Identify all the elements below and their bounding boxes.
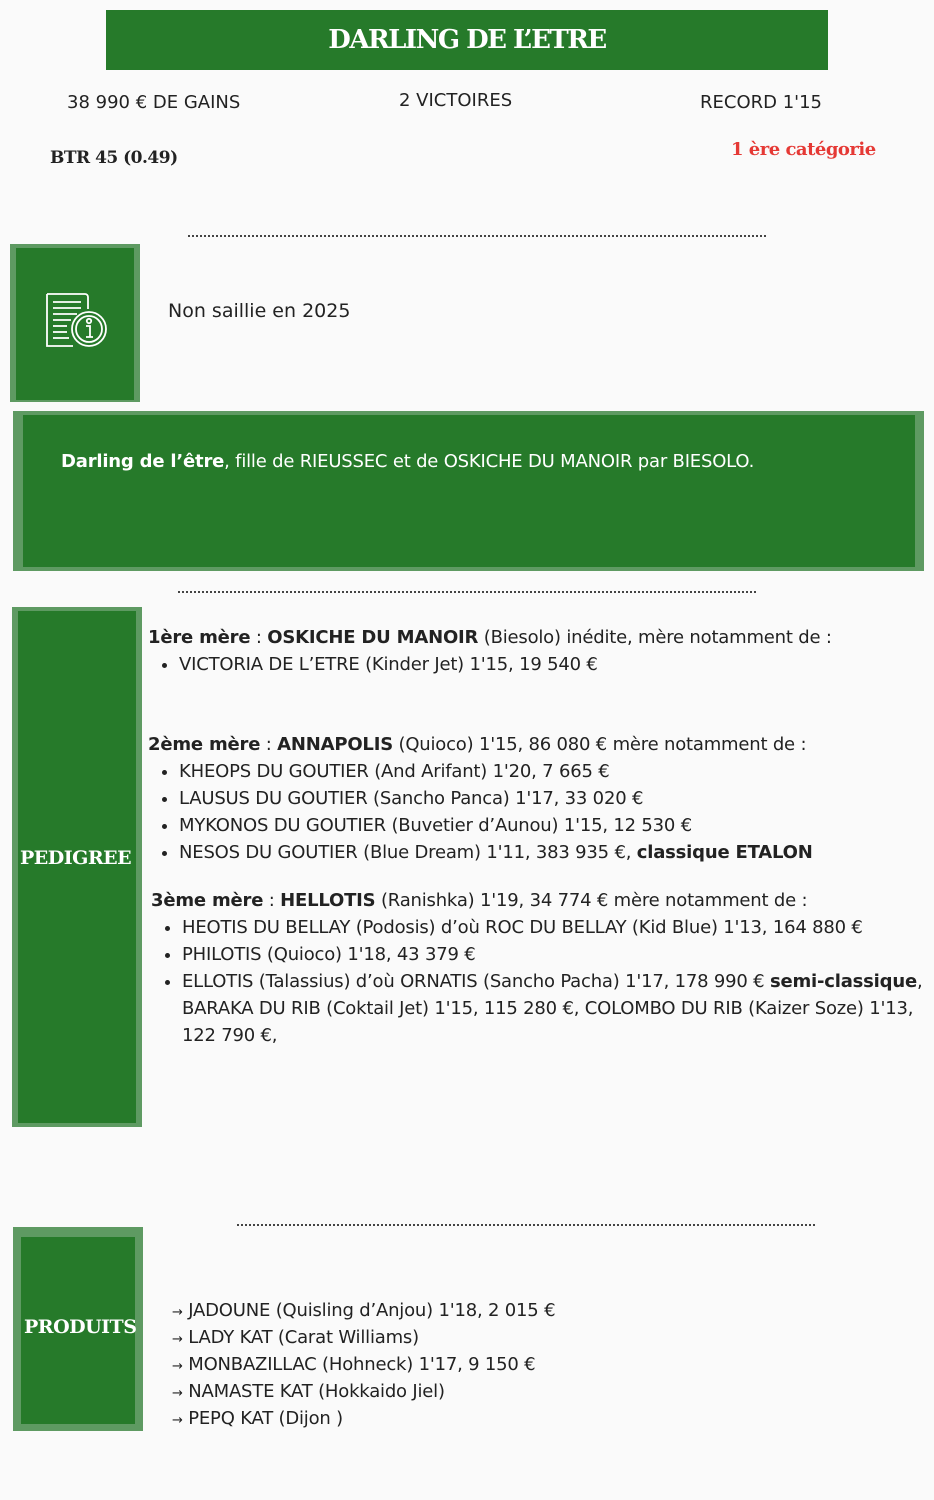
mother-1: [148, 624, 928, 678]
mother-rank: 1ère mère: [148, 627, 251, 648]
list-item: • MYKONOS DU GOUTIER (Buvetier d’Aunou) 1'15, 12 530 €: [179, 812, 928, 839]
mother-rank: 3ème mère: [151, 890, 264, 911]
list-item: • PHILOTIS (Quioco) 1'18, 43 379 €: [182, 941, 926, 968]
mother-name: ANNAPOLIS: [277, 734, 393, 755]
list-item-text: ELLOTIS (Talassius) d’où ORNATIS (Sancho Pacha) 1'17, 178 990 €: [182, 971, 770, 992]
breeding-status: Non saillie en 2025: [168, 300, 351, 322]
product-text: PEPQ KAT (Dijon ): [188, 1408, 343, 1429]
mother-name: HELLOTIS: [280, 890, 376, 911]
document-info-icon: [43, 288, 109, 358]
list-item: • VICTORIA DE L’ETRE (Kinder Jet) 1'15, 19 540 €: [179, 651, 928, 678]
list-item: [172, 1379, 772, 1406]
arrow-icon: →: [172, 1332, 183, 1347]
product-text: NAMASTE KAT (Hokkaido Jiel): [188, 1381, 445, 1402]
description-banner: [23, 415, 915, 567]
mother-details: (Ranishka) 1'19, 34 774 € mère notamment de :: [375, 890, 808, 911]
list-item-highlight: semi-classique: [769, 971, 917, 992]
mother-rank: 2ème mère: [148, 734, 261, 755]
dotted-divider: [178, 591, 756, 593]
title-banner: [106, 10, 828, 70]
list-item: [179, 839, 928, 866]
list-item: [172, 1352, 772, 1379]
list-item-highlight: classique ETALON: [636, 842, 813, 863]
list-item: [172, 1325, 772, 1352]
description-parents: , fille de RIEUSSEC et de OSKICHE DU MANOIR par BIESOLO.: [224, 451, 755, 472]
list-item: • KHEOPS DU GOUTIER (And Arifant) 1'20, 7 665 €: [179, 758, 928, 785]
victoires-stat: 2 VICTOIRES: [399, 90, 513, 111]
gains-stat: 38 990 € DE GAINS: [67, 92, 241, 113]
list-item: • HEOTIS DU BELLAY (Podosis) d’où ROC DU BELLAY (Kid Blue) 1'13, 164 880 €: [182, 914, 926, 941]
dotted-divider: [188, 235, 766, 237]
record-stat: RECORD 1'15: [700, 92, 823, 113]
separator: :: [263, 890, 281, 911]
dotted-divider: [237, 1224, 815, 1226]
list-item: • LAUSUS DU GOUTIER (Sancho Panca) 1'17, 33 020 €: [179, 785, 928, 812]
arrow-icon: →: [172, 1359, 183, 1374]
product-text: MONBAZILLAC (Hohneck) 1'17, 9 150 €: [188, 1354, 536, 1375]
arrow-icon: →: [172, 1413, 183, 1428]
mother-details: (Biesolo) inédite, mère notamment de :: [478, 627, 832, 648]
arrow-icon: →: [172, 1386, 183, 1401]
list-item-text: , BARAKA DU RIB (Coktail Jet) 1'15, 115 280 €, COLOMBO DU RIB (Kaizer Soze) 1'13, 122 790 €,: [182, 971, 923, 1046]
list-item: [182, 968, 926, 1049]
description-text: [61, 451, 754, 472]
mother-2: [148, 731, 928, 866]
product-text: LADY KAT (Carat Williams): [188, 1327, 419, 1348]
separator: :: [260, 734, 278, 755]
mother-details: (Quioco) 1'15, 86 080 € mère notamment de :: [392, 734, 807, 755]
list-item: [172, 1298, 772, 1325]
product-text: JADOUNE (Quisling d’Anjou) 1'18, 2 015 €: [188, 1300, 556, 1321]
list-item: [172, 1406, 772, 1433]
separator: :: [250, 627, 268, 648]
categorie-label: 1 ère catégorie: [731, 139, 876, 160]
list-item-text: NESOS DU GOUTIER (Blue Dream) 1'11, 383 935 €,: [179, 842, 637, 863]
produits-label: PRODUITS: [24, 1316, 137, 1338]
produits-list: [172, 1298, 772, 1433]
mother-name: OSKICHE DU MANOIR: [267, 627, 479, 648]
mother-3: [151, 887, 926, 1049]
btr-rating: BTR 45 (0.49): [50, 148, 178, 168]
description-horse-name: Darling de l’être: [61, 451, 225, 472]
pedigree-label: PEDIGREE: [20, 847, 132, 869]
horse-name-title: DARLING DE L’ETRE: [328, 25, 606, 55]
arrow-icon: →: [172, 1305, 183, 1320]
info-box: [16, 248, 134, 400]
